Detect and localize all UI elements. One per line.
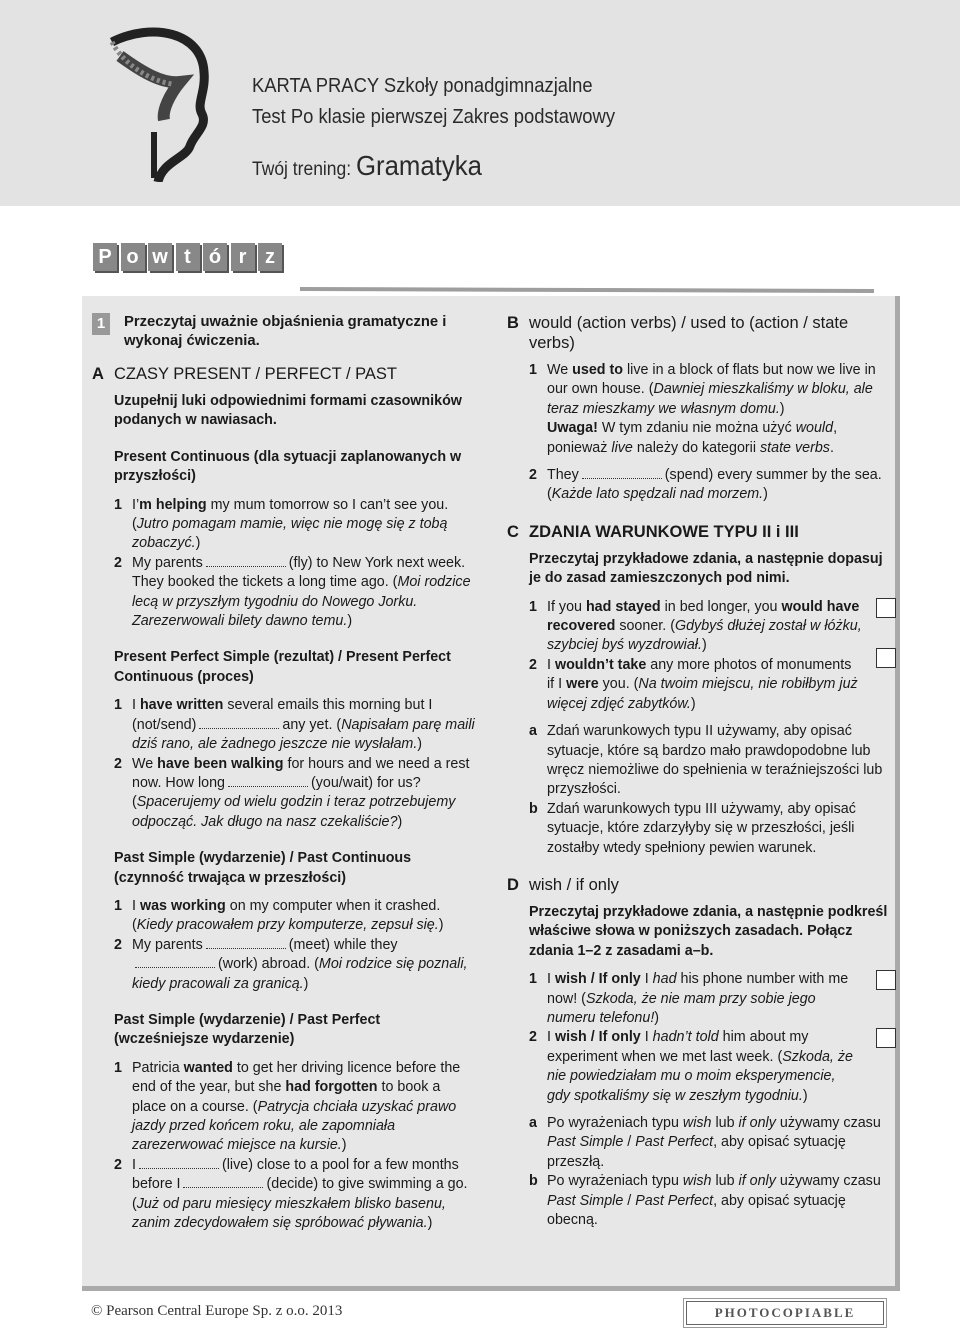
item-translation: Jutro pomagam mamie, więc nie mogę się z tobą zobaczyć. [132, 516, 448, 552]
review-label [93, 243, 286, 271]
item-text [132, 554, 477, 632]
rule-term: if only [738, 1115, 776, 1131]
item-pre: If you [547, 598, 586, 615]
rule-term: wish [682, 1173, 712, 1190]
item-post2: his phone number with me now! ( [547, 971, 849, 1007]
item-translation: Moi rodzice lecą w przyszłym tygodniu do Nowego Jorku. Zarezerwowali bilety dawno temu. [132, 574, 471, 630]
section-c-heading [507, 522, 892, 542]
item-number: 1 [114, 496, 122, 513]
rule-mid: / [623, 1134, 636, 1151]
item-bold: wish / If only [554, 971, 641, 988]
item-number: 1 [114, 1059, 122, 1076]
rule-mid: używamy czasu [775, 1115, 881, 1131]
item-bold: would have recovered [547, 598, 860, 635]
exercise-header [92, 313, 477, 351]
note-term: live [611, 439, 633, 456]
item-pre: We [132, 755, 158, 772]
rule-option[interactable]: Past Simple [547, 1192, 624, 1209]
item-pre: My parents [132, 554, 203, 571]
answer-gap[interactable] [228, 774, 308, 787]
answer-checkbox[interactable] [876, 648, 896, 668]
photocopiable-stamp: PHOTOCOPIABLE [686, 1301, 884, 1325]
head-profile-logo [92, 22, 222, 182]
item-text [132, 1156, 477, 1234]
item-pre: I [547, 971, 555, 988]
grammar-heading: Past Simple (wydarzenie) / Past Continuous (czynność trwająca w przeszłości) [114, 850, 412, 886]
rule-item [529, 800, 892, 858]
item-translation: Już od paru miesięcy mieszkałem blisko basenu, zanim zdecydowałem się spróbować pływania. [132, 1195, 446, 1232]
item-bold: wish / If only [554, 1029, 641, 1046]
divider-rule [300, 287, 874, 293]
section-d-heading [507, 875, 892, 895]
rule-letter: b [529, 800, 538, 817]
item-pre: We [547, 362, 573, 378]
item-post: several emails this morning but I (not/send) [132, 697, 433, 733]
rule-mid: używamy czasu [775, 1173, 881, 1190]
example-item [529, 598, 892, 656]
item-post2: him about my experiment when we met last week. ( [547, 1029, 809, 1065]
review-letter: o [121, 243, 145, 271]
item-pre: I [547, 1029, 555, 1046]
item-translation: Szkoda, że nie powiedziałam mu o moim eksperymencie, gdy spotkaliśmy się w zeszłym tygodniu. [547, 1048, 853, 1104]
item-pre: I [132, 697, 140, 714]
item-end: ) [303, 975, 309, 992]
item-post2: to book a place on a course. ( [132, 1079, 441, 1115]
rule-end: , aby opisać sytuację przeszłą. [547, 1134, 846, 1170]
item-post: I [640, 971, 653, 988]
note-text: . [829, 439, 834, 456]
exercise-instruction: Przeczytaj uważnie objaśnienia gramatyczne i wykonaj ćwiczenia. [124, 314, 447, 349]
item-number: 1 [114, 897, 122, 914]
example-item [114, 755, 477, 833]
rule-option[interactable]: Past Simple [547, 1134, 624, 1151]
item-text [547, 361, 892, 458]
item-text [132, 1059, 477, 1156]
example-item [114, 1156, 477, 1234]
item-italic: had [652, 971, 677, 988]
item-end: ) [341, 1137, 347, 1154]
answer-gap[interactable] [199, 716, 279, 729]
item-pre: I [132, 897, 140, 914]
example-item [529, 361, 892, 458]
item-translation: Na twoim miejscu, nie robiłbym już więcej zdjęć zabytków. [547, 676, 858, 712]
note-label: Uwaga! [547, 420, 598, 437]
item-text [132, 696, 477, 754]
header-line2: Test Po klasie pierwszej Zakres podstawowy [252, 106, 616, 128]
item-end: ) [347, 613, 353, 630]
left-column [92, 313, 477, 1233]
rule-text: Zdań warunkowych typu III używamy, aby opisać sytuacje, które zdarzyłyby się w przeszłości, jeśli zostałby wtedy spełniony pewien warunek. [547, 800, 856, 856]
item-post2: sooner. ( [615, 618, 675, 635]
section-a-instruction: Uzupełnij luki odpowiednimi formami czasowników podanych w nawiasach. [114, 393, 462, 429]
item-post2: you. ( [598, 676, 639, 693]
item-text [132, 755, 477, 833]
item-post: to get her driving licence before the end of the year, but she [132, 1059, 461, 1096]
item-italic: hadn’t told [652, 1029, 719, 1046]
note-text: , ponieważ [547, 420, 838, 456]
section-title: wish / if only [529, 875, 619, 894]
answer-gap[interactable] [206, 936, 286, 949]
item-end: ) [654, 1009, 660, 1026]
item-post: live in a block of flats but now we live in our own house. ( [547, 362, 876, 398]
item-number: 1 [529, 362, 537, 378]
example-item [529, 970, 892, 1028]
item-pre: Patricia [132, 1059, 184, 1076]
rule-option[interactable]: Past Perfect [635, 1192, 714, 1209]
section-a-heading [92, 364, 477, 384]
item-number: 2 [529, 1029, 537, 1046]
item-post: (spend) every summer by the sea. ( [547, 467, 882, 503]
item-translation: Szkoda, że nie mam przy sobie jego numeru telefonu! [547, 990, 816, 1026]
item-end: ) [779, 400, 785, 417]
copyright: © Pearson Central Europe Sp. z o.o. 2013 [91, 1303, 343, 1319]
item-translation: Spacerujemy od wielu godzin i teraz potrzebujemy odpocząć. Jak długo na nasz czekaliście? [132, 794, 456, 830]
grammar-heading: Present Continuous (dla sytuacji zaplanowanych w przyszłości) [114, 448, 462, 485]
item-text [547, 1028, 892, 1106]
item-post: for hours and we need a rest now. How long [132, 755, 470, 791]
item-post2: (decide) to give swimming a go. ( [132, 1176, 468, 1212]
item-post2: (you/wait) for us? ( [132, 774, 421, 811]
answer-gap[interactable] [582, 466, 662, 479]
review-letter: w [148, 243, 172, 271]
rule-item [529, 1172, 892, 1230]
right-column [507, 313, 892, 1230]
grammar-heading: Past Simple (wydarzenie) / Past Perfect (wcześniejsze wydarzenie) [114, 1011, 381, 1048]
example-item [529, 656, 892, 714]
section-letter: D [507, 875, 519, 894]
section-title: would (action verbs) / used to (action / state verbs) [529, 314, 849, 352]
item-bold: were [566, 676, 599, 693]
item-bold: had stayed [585, 598, 661, 615]
answer-gap[interactable] [183, 1175, 263, 1188]
example-item [114, 554, 477, 632]
item-translation: Moi rodzice się poznali, kiedy pracowali za granicą. [132, 956, 468, 992]
item-translation: Patrycja chciała uzyskać prawo jazdy przed końcem roku, ale zapomniała zarezerwować miejsce na kursie. [132, 1098, 457, 1154]
answer-checkbox[interactable] [876, 598, 896, 618]
answer-checkbox[interactable] [876, 970, 896, 990]
item-post: (fly) to New York next week. They booked the tickets a long time ago. ( [132, 554, 466, 591]
item-translation: Kiedy pracowałem przy komputerze, zepsuł się. [136, 917, 439, 934]
header-line1: KARTA PRACY Szkoły ponadgimnazjalne [252, 75, 593, 97]
section-title: CZASY PRESENT / PERFECT / PAST [114, 365, 398, 383]
note-text: należy do kategorii [632, 439, 761, 456]
rule-letter: b [529, 1173, 538, 1190]
item-number: 2 [114, 755, 122, 772]
item-end: ) [763, 486, 768, 503]
rule-end: , aby opisać sytuację obecną. [547, 1192, 846, 1229]
item-translation: Dawniej mieszkaliśmy w bloku, ale teraz mieszkamy we własnym domu. [547, 381, 873, 417]
rule-item [529, 722, 892, 800]
item-end: ) [701, 637, 707, 654]
item-bold: wouldn’t take [554, 656, 647, 673]
item-text [132, 936, 477, 994]
review-letter: P [93, 243, 117, 271]
item-end: ) [427, 1215, 433, 1232]
item-post: my mum tomorrow so I can’t see you. ( [132, 496, 449, 533]
item-text [132, 496, 477, 554]
item-post: (live) close to a pool for a few months before I [132, 1156, 459, 1193]
review-letter: z [258, 243, 282, 271]
item-pre: I [132, 1156, 136, 1173]
example-item [529, 466, 892, 505]
item-bold: m helping [139, 496, 207, 513]
item-bold: used to [572, 362, 624, 378]
note-text: W tym zdaniu nie można użyć [597, 420, 796, 437]
rule-mid: lub [711, 1115, 739, 1131]
item-pre: I’ [132, 496, 140, 513]
header-line3 [252, 150, 482, 182]
item-post: in bed longer, you [660, 598, 782, 615]
review-letter: ó [203, 243, 227, 271]
rule-option[interactable]: Past Perfect [635, 1134, 714, 1151]
rule-pre: Po wyrażeniach typu [547, 1173, 683, 1190]
section-letter: A [92, 365, 104, 383]
section-letter: C [507, 522, 519, 541]
item-post: any more photos of monuments if I [547, 656, 852, 693]
section-letter: B [507, 314, 519, 332]
item-end: ) [690, 695, 696, 712]
rule-mid: / [623, 1192, 636, 1209]
item-number: 2 [529, 656, 537, 673]
item-translation: Napisałam parę maili dziś rano, ale żadnego jeszcze nie wysłałam. [132, 716, 475, 753]
example-item [114, 936, 477, 994]
item-text [547, 656, 892, 714]
review-letter: r [231, 243, 255, 271]
item-number: 2 [114, 1156, 122, 1173]
item-pre: My parents [132, 936, 203, 953]
item-end: ) [195, 535, 201, 552]
answer-gap[interactable] [139, 1156, 219, 1169]
item-number: 1 [529, 971, 537, 988]
item-text [547, 466, 892, 505]
item-end: ) [417, 736, 423, 753]
section-c-instruction: Przeczytaj przykładowe zdania, a następnie dopasuj je do zasad zamieszczonych pod nimi. [529, 550, 883, 587]
example-item [529, 1028, 892, 1106]
note-term: state verbs [760, 439, 830, 456]
item-translation: Gdybyś dłużej został w łóżku, szybciej byś wyzdrowiał. [547, 618, 862, 654]
item-bold: have written [139, 697, 224, 714]
note-term: would [795, 420, 834, 437]
item-number: 2 [114, 554, 122, 571]
item-text [132, 897, 477, 936]
section-b-heading [507, 313, 892, 353]
item-end: ) [802, 1087, 808, 1104]
page-title: Gramatyka [355, 150, 482, 181]
item-post: (meet) while they [288, 936, 398, 953]
item-bold: wanted [183, 1059, 233, 1076]
item-end: ) [438, 917, 444, 934]
item-pre: I [547, 656, 555, 673]
section-d-instruction: Przeczytaj przykładowe zdania, a następnie podkreśl właściwe słowa w poniższych zasadach. Połącz zdania 1–2 z zasadami a–b. [529, 903, 888, 959]
item-bold: was working [139, 897, 226, 914]
rule-term: wish [682, 1115, 712, 1131]
example-item [114, 1059, 477, 1156]
answer-checkbox[interactable] [876, 1028, 896, 1048]
example-item [114, 496, 477, 554]
rule-mid: lub [711, 1173, 739, 1190]
item-number: 2 [529, 467, 537, 484]
rule-letter: a [529, 723, 537, 740]
item-bold: have been walking [157, 755, 284, 772]
section-title: ZDANIA WARUNKOWE TYPU II i III [529, 522, 799, 541]
item-number: 2 [114, 936, 122, 953]
rule-term: if only [738, 1173, 776, 1190]
item-text [547, 598, 892, 656]
answer-gap[interactable] [206, 554, 286, 567]
header-line3-prefix: Twój trening: [252, 159, 356, 180]
item-bold: had forgotten [285, 1079, 378, 1096]
item-number: 1 [114, 697, 122, 714]
answer-gap[interactable] [135, 955, 215, 968]
review-letter: t [176, 243, 200, 271]
item-post2: any yet. ( [282, 716, 342, 733]
item-number: 1 [529, 598, 537, 615]
rule-text [547, 1172, 892, 1230]
page-header [0, 0, 960, 206]
rule-text: Zdań warunkowych typu II używamy, aby opisać sytuacje, które są bardzo mało prawdopodobne lub wręcz niemożliwe do spełnienia w teraźniejszości lub przyszłości. [547, 723, 883, 798]
item-pre: They [547, 467, 579, 484]
example-item [114, 696, 477, 754]
item-post: I [640, 1029, 653, 1046]
item-end: ) [397, 813, 403, 830]
item-post2: (work) abroad. ( [218, 956, 319, 973]
item-text [547, 970, 892, 1028]
example-item [114, 897, 477, 936]
rule-text [547, 1114, 892, 1172]
grammar-heading: Present Perfect Simple (rezultat) / Present Perfect Continuous (proces) [114, 649, 451, 685]
rule-pre: Po wyrażeniach typu [547, 1115, 683, 1131]
item-translation: Każde lato spędzali nad morzem. [551, 486, 764, 503]
rule-letter: a [529, 1115, 537, 1131]
item-post: on my computer when it crashed. ( [132, 897, 441, 934]
rule-item [529, 1114, 892, 1172]
exercise-number: 1 [92, 313, 110, 335]
